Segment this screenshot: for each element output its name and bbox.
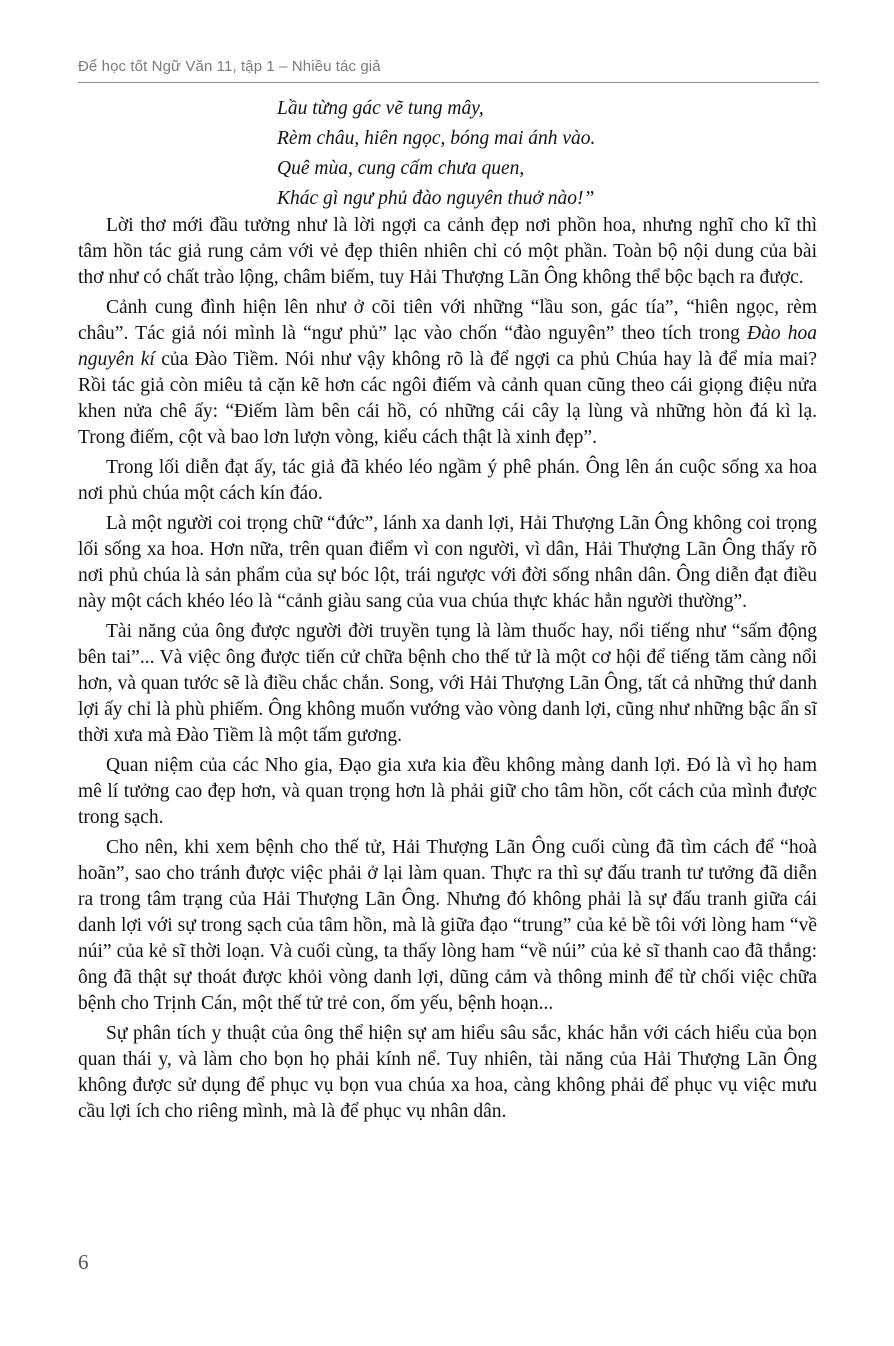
running-header: Để học tốt Ngữ Văn 11, tập 1 – Nhiều tác giả [78,58,381,75]
paragraph-text: của Đào Tiềm. Nói như vậy không rõ là để ngợi ca phủ Chúa hay là để mỉa mai? Rồi tác giả còn miêu tả cặn kẽ hơn các ngôi điếm và cảnh quan cũng theo cái giọng điệu nửa khen nửa chê ấy: “Điếm làm bên cái hồ, có những cái cây lạ lùng và những hòn đá kì lạ. Trong điếm, cột và bao lơn lượn vòng, kiểu cách thật là xinh đẹp”. [78,349,817,448]
paragraph [78,295,817,451]
paragraph: Tài năng của ông được người đời truyền tụng là làm thuốc hay, nổi tiếng như “sấm động bên tai”... Và việc ông được tiến cử chữa bệnh cho thế tử là một cơ hội để tiếng tăm càng nổi hơn, và quan tước sẽ là điều chắc chắn. Song, với Hải Thượng Lãn Ông, tất cả những thứ danh lợi ấy chỉ là phù phiếm. Ông không muốn vướng vào vòng danh lợi, cũng như những bậc ẩn sĩ thời xưa mà Đào Tiềm là một tấm gương. [78,621,817,746]
paragraph: Lời thơ mới đầu tưởng như là lời ngợi ca cảnh đẹp nơi phồn hoa, nhưng nghĩ cho kĩ thì tâm hồn tác giả rung cảm với vẻ đẹp thiên nhiên chỉ có một phần. Toàn bộ nội dung của bài thơ như có chất trào lộng, châm biếm, tuy Hải Thượng Lãn Ông không thể bộc bạch ra được. [78,215,817,288]
page-number: 6 [78,1250,89,1274]
poem-line: Rèm châu, hiên ngọc, bóng mai ánh vào. [277,128,596,149]
poem-line: Lầu từng gác vẽ tung mây, [277,98,484,119]
paragraph: Trong lối diễn đạt ấy, tác giả đã khéo léo ngầm ý phê phán. Ông lên án cuộc sống xa hoa nơi phủ chúa một cách kín đáo. [78,457,817,504]
header-divider [78,82,819,83]
body-text [78,213,817,1129]
poem-line: Quê mùa, cung cấm chưa quen, [277,158,525,179]
paragraph: Là một người coi trọng chữ “đức”, lánh xa danh lợi, Hải Thượng Lãn Ông không coi trọng lối sống xa hoa. Hơn nữa, trên quan điểm vì con người, vì dân, Hải Thượng Lãn Ông thấy rõ nơi phủ chúa là sản phẩm của sự bóc lột, trái ngược với đời sống nhân dân. Ông diễn đạt điều này một cách khéo léo là “cảnh giàu sang của vua chúa thực khác hẳn người thường”. [78,513,817,612]
paragraph-text: Cảnh cung đình hiện lên như ở cõi tiên với những “lầu son, gác tía”, “hiên ngọc, rèm châu”. Tác giả nói mình là “ngư phủ” lạc vào chốn “đào nguyên” theo tích trong [78,297,817,344]
work-title: Đào hoa nguyên kí [78,323,817,370]
paragraph: Cho nên, khi xem bệnh cho thế tử, Hải Thượng Lãn Ông cuối cùng đã tìm cách để “hoà hoãn”, sao cho tránh được việc phải ở lại làm quan. Thực ra thì sự đấu tranh tư tưởng đã diễn ra trong tâm trạng của Hải Thượng Lãn Ông. Nhưng đó không phải là sự đấu tranh giữa cái danh lợi với sự trong sạch của tâm hồn, mà là giữa đạo “trung” của kẻ bề tôi với lòng ham “về núi” của kẻ sĩ thời loạn. Và cuối cùng, ta thấy lòng ham “về núi” của kẻ sĩ thanh cao đã thắng: ông đã thật sự thoát được khỏi vòng danh lợi, dũng cảm và thông minh để từ chối việc chữa bệnh cho Trịnh Cán, một thế tử trẻ con, ốm yếu, bệnh hoạn... [78,837,817,1014]
poem-excerpt [277,94,595,214]
paragraph: Sự phân tích y thuật của ông thể hiện sự am hiểu sâu sắc, khác hẳn với cách hiểu của bọn quan thái y, và làm cho bọn họ phải kính nể. Tuy nhiên, tài năng của Hải Thượng Lãn Ông không được sử dụng để phục vụ bọn vua chúa xa hoa, càng không phải để phục vụ việc mưu cầu lợi ích cho riêng mình, mà là để phục vụ nhân dân. [78,1023,817,1122]
poem-line: Khác gì ngư phủ đào nguyên thuở nào!” [277,188,595,209]
paragraph: Quan niệm của các Nho gia, Đạo gia xưa kia đều không màng danh lợi. Đó là vì họ ham mê lí tưởng cao đẹp hơn, và quan trọng hơn là phải giữ cho tâm hồn, cốt cách của mình được trong sạch. [78,755,817,828]
